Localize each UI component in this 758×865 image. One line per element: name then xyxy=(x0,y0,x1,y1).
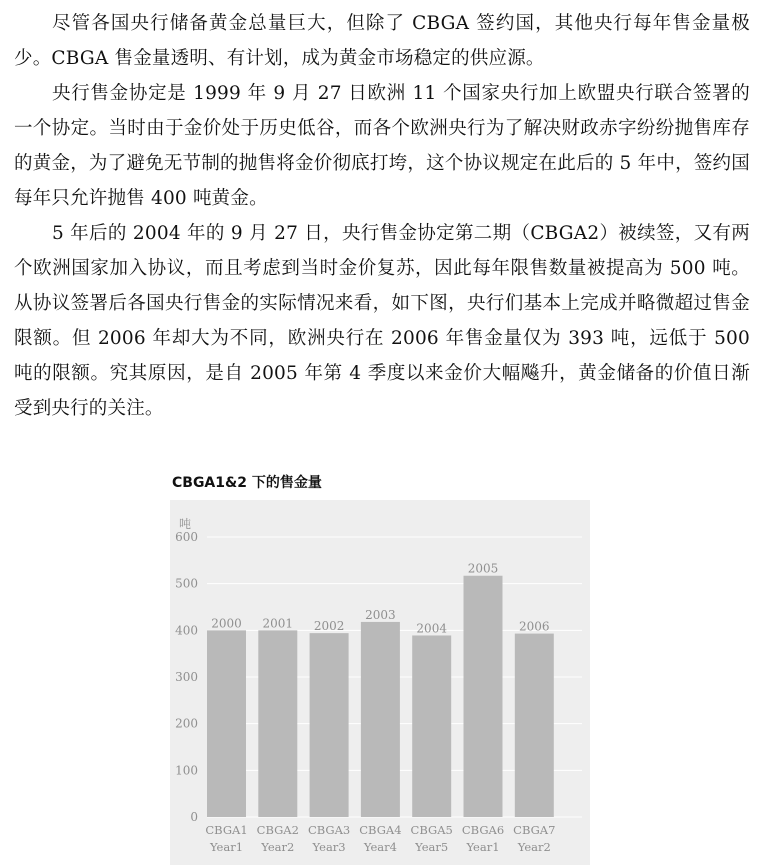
bar xyxy=(412,635,451,817)
x-tick-sublabel: Year3 xyxy=(312,840,346,854)
x-tick-label: CBGA7 xyxy=(513,823,556,837)
x-tick-sublabel: Year2 xyxy=(261,840,295,854)
bar xyxy=(207,630,246,817)
x-tick-label: CBGA3 xyxy=(307,823,351,837)
x-tick-label: CBGA1 xyxy=(205,823,248,837)
y-tick-label: 400 xyxy=(175,623,198,638)
bar-value-label: 2004 xyxy=(416,621,447,636)
x-tick-sublabel: Year2 xyxy=(517,840,551,854)
y-tick-label: 200 xyxy=(175,716,198,731)
bar xyxy=(258,630,297,817)
bar-value-label: 2001 xyxy=(262,616,294,631)
bar-value-label: 2000 xyxy=(211,616,242,631)
bar xyxy=(361,622,400,817)
y-tick-label: 300 xyxy=(175,670,198,684)
y-tick-label: 0 xyxy=(190,810,198,824)
y-tick-label: 600 xyxy=(175,530,198,544)
bar-value-label: 2003 xyxy=(365,607,396,622)
article-text xyxy=(14,6,750,426)
paragraph-2: 央行售金协定是 1999 年 9 月 27 日欧洲 11 个国家央行加上欧盟央行联合签署的一个协定。当时由于金价处于历史低谷，而各个欧洲央行为了解决财政赤字纷纷抛售库存的黄金，为了避免无节制的抛售将金价彻底打垮，这个协议规定在此后的 5 年中，签约国每年只允许抛售 400 吨黄金。 xyxy=(14,83,750,209)
bar xyxy=(464,576,503,817)
x-tick-sublabel: Year1 xyxy=(209,840,244,854)
y-axis-label: 吨 xyxy=(179,517,192,531)
x-tick-label: CBGA6 xyxy=(461,823,505,837)
bar xyxy=(515,634,554,817)
x-tick-sublabel: Year5 xyxy=(415,840,449,854)
bar-value-label: 2002 xyxy=(313,619,345,634)
paragraph-3: 5 年后的 2004 年的 9 月 27 日，央行售金协定第二期（CBGA2）被续签，又有两个欧洲国家加入协议，而且考虑到当时金价复苏，因此每年限售数量被提高为 500 吨。从协议签署后各国央行售金的实际情况来看，如下图，央行们基本上完成并略微超过售金限额。但 2006 年却大为不同，欧洲央行在 2006 年售金量仅为 393 吨，远低于 500 吨的限额。究其原因，是自 2005 年第 4 季度以来金价大幅飚升，黄金储备的价值日渐受到央行的关注。 xyxy=(14,223,750,419)
x-tick-label: CBGA5 xyxy=(410,823,453,837)
bar-value-label: 2005 xyxy=(467,561,499,576)
bar-value-label: 2006 xyxy=(519,619,550,634)
bar xyxy=(310,633,349,817)
chart-title: CBGA1&2 下的售金量 xyxy=(172,475,322,491)
paragraph-1: 尽管各国央行储备黄金总量巨大，但除了 CBGA 签约国，其他央行每年售金量极少。CBGA 售金量透明、有计划，成为黄金市场稳定的供应源。 xyxy=(14,13,750,69)
y-tick-label: 500 xyxy=(175,576,198,591)
gold-sales-bar-chart xyxy=(170,500,590,865)
x-tick-sublabel: Year4 xyxy=(363,840,397,854)
x-tick-label: CBGA4 xyxy=(359,823,402,837)
x-tick-label: CBGA2 xyxy=(256,823,299,837)
x-tick-sublabel: Year1 xyxy=(466,840,500,854)
y-tick-label: 100 xyxy=(175,763,198,778)
